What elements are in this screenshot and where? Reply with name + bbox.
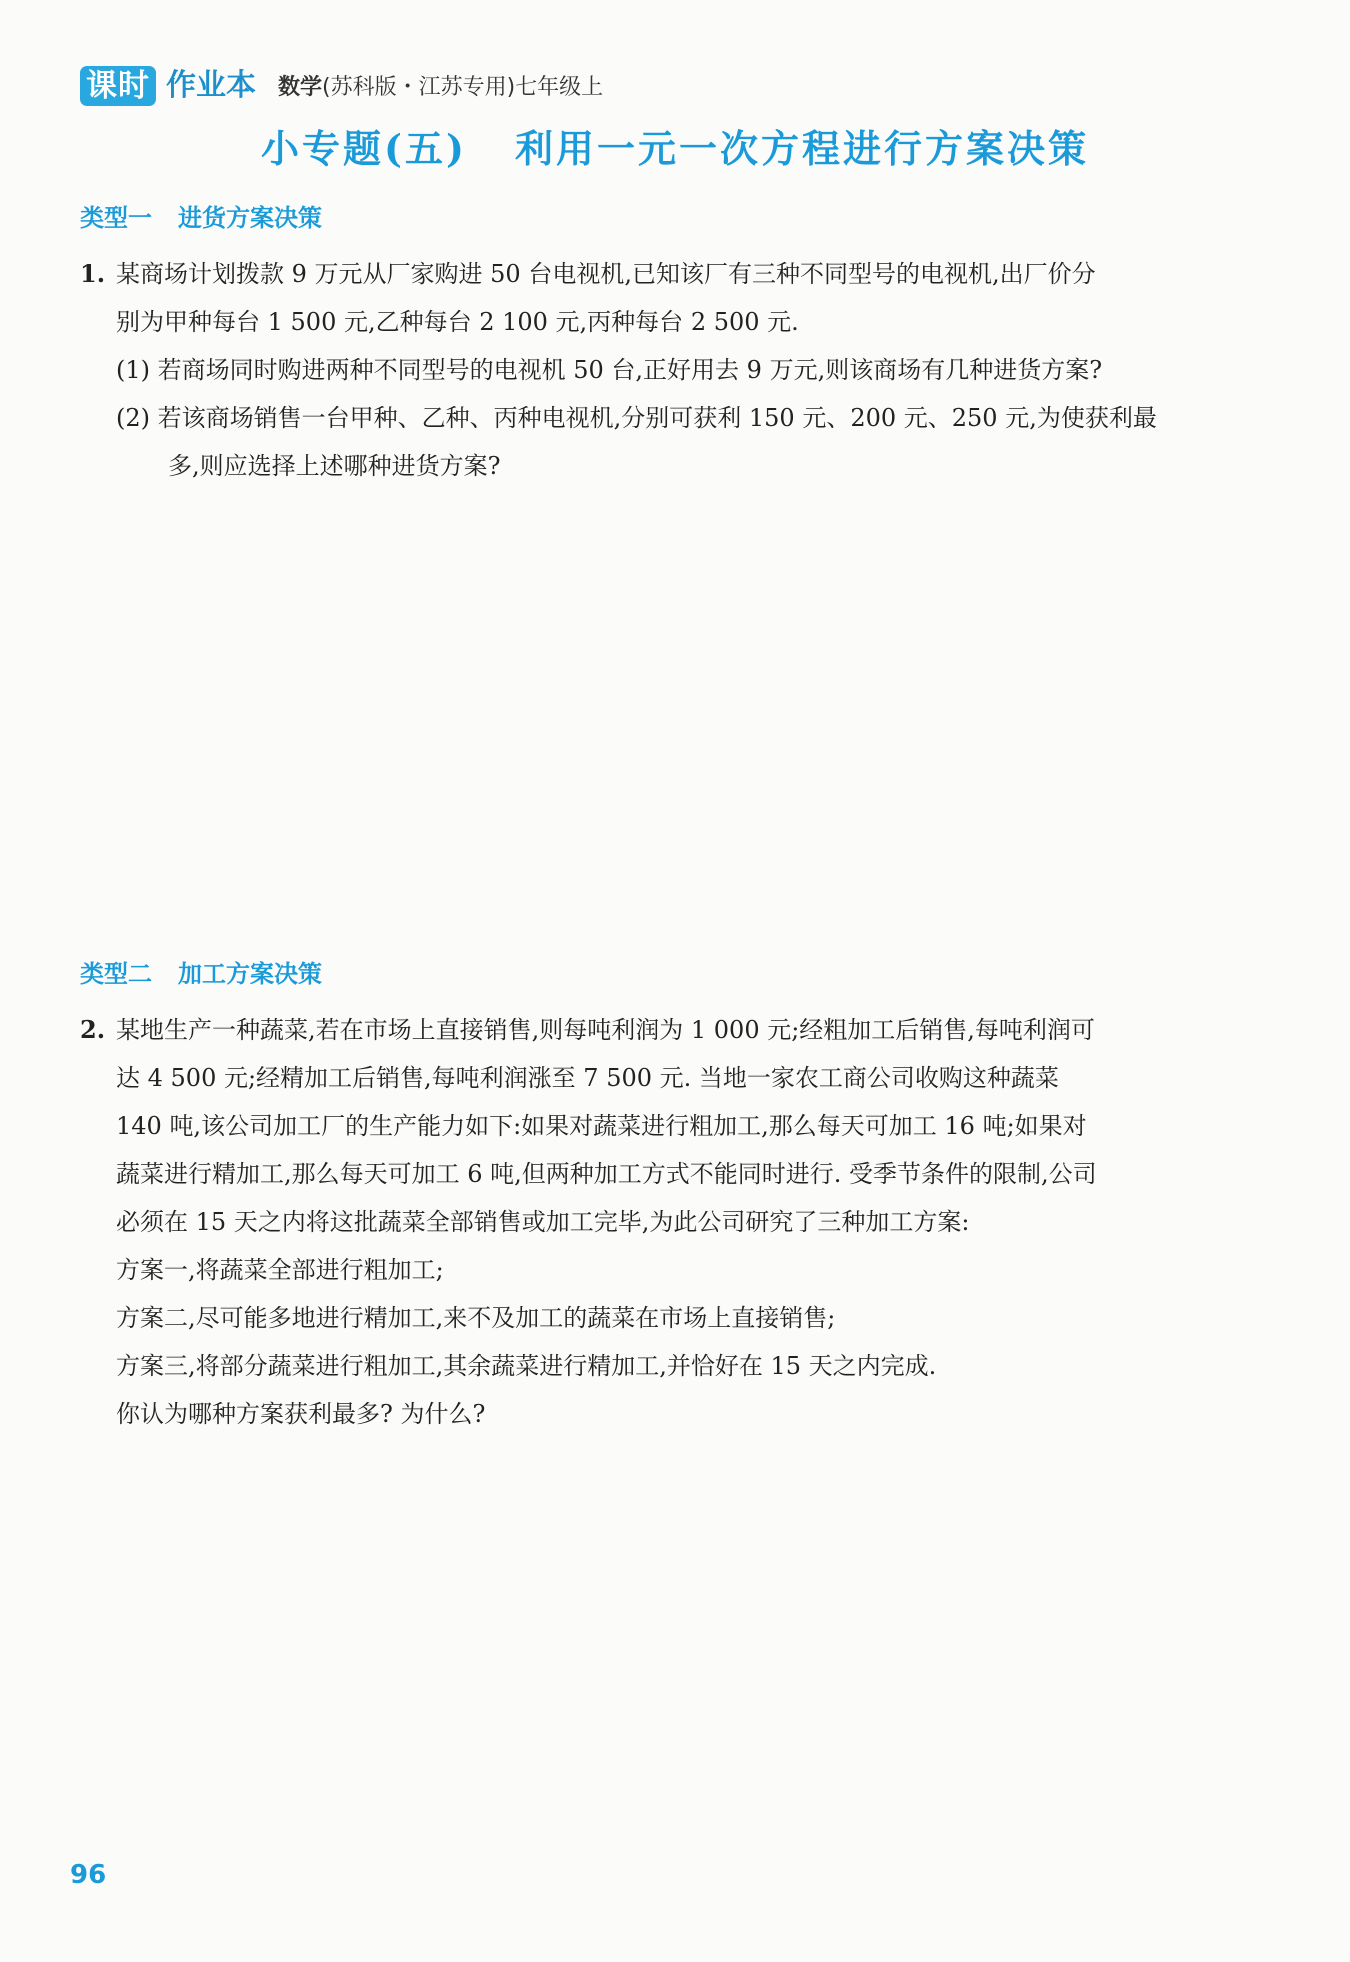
brand-name: 作业本: [166, 68, 256, 103]
problem-2-plan-3: 方案三,将部分蔬菜进行粗加工,其余蔬菜进行精加工,并恰好在 15 天之内完成.: [116, 1352, 937, 1380]
problem-2-line-4: 蔬菜进行精加工,那么每天可加工 6 吨,但两种加工方式不能同时进行. 受季节条件的限制,公司: [116, 1160, 1097, 1188]
problem-2-line-1: 某地生产一种蔬菜,若在市场上直接销售,则每吨利润为 1 000 元;经粗加工后销售,每吨利润可: [116, 1016, 1095, 1044]
title-part2: 利用一元一次方程进行方案决策: [514, 126, 1089, 171]
page-number: 96: [70, 1860, 107, 1890]
problem-1-sub-2-line-2: 多,则应选择上述哪种进货方案?: [168, 452, 501, 480]
header-edition: (苏科版・江苏专用)七年级上: [322, 75, 604, 100]
section-2-name: 加工方案决策: [178, 960, 322, 988]
problem-2-line-2: 达 4 500 元;经精加工后销售,每吨利润涨至 7 500 元. 当地一家农工商公司收购这种蔬菜: [116, 1064, 1059, 1092]
problem-2: [80, 1006, 1280, 1438]
problem-2-plan-2: 方案二,尽可能多地进行精加工,来不及加工的蔬菜在市场上直接销售;: [116, 1304, 836, 1332]
problem-2-number: 2.: [80, 1015, 106, 1044]
page-title: [0, 118, 1350, 173]
section-heading-2: [80, 954, 322, 989]
problem-2-question: 你认为哪种方案获利最多? 为什么?: [116, 1400, 486, 1428]
problem-2-line-5: 必须在 15 天之内将这批蔬菜全部销售或加工完毕,为此公司研究了三种加工方案:: [116, 1208, 970, 1236]
section-1-label: 类型一: [80, 204, 152, 232]
section-heading-1: [80, 198, 322, 233]
problem-2-line-3: 140 吨,该公司加工厂的生产能力如下:如果对蔬菜进行粗加工,那么每天可加工 16 吨;如果对: [116, 1112, 1087, 1140]
problem-1-sub-1: (1) 若商场同时购进两种不同型号的电视机 50 台,正好用去 9 万元,则该商场有几种进货方案?: [116, 356, 1103, 384]
problem-1-line-1: 某商场计划拨款 9 万元从厂家购进 50 台电视机,已知该厂有三种不同型号的电视机,出厂价分: [116, 260, 1096, 288]
problem-1-sub-2-line-1: (2) 若该商场销售一台甲种、乙种、丙种电视机,分别可获利 150 元、200 元、250 元,为使获利最: [116, 404, 1157, 432]
problem-2-plan-1: 方案一,将蔬菜全部进行粗加工;: [116, 1256, 444, 1284]
problem-1: [80, 250, 1280, 490]
brand-logo: 课时: [80, 66, 156, 106]
problem-1-number: 1.: [80, 259, 106, 288]
problem-1-line-2: 别为甲种每台 1 500 元,乙种每台 2 100 元,丙种每台 2 500 元.: [116, 308, 799, 336]
section-2-label: 类型二: [80, 960, 152, 988]
section-1-name: 进货方案决策: [178, 204, 322, 232]
header-subject: 数学: [278, 75, 323, 100]
header: [80, 56, 603, 106]
title-part1: 小专题(五): [261, 126, 467, 171]
